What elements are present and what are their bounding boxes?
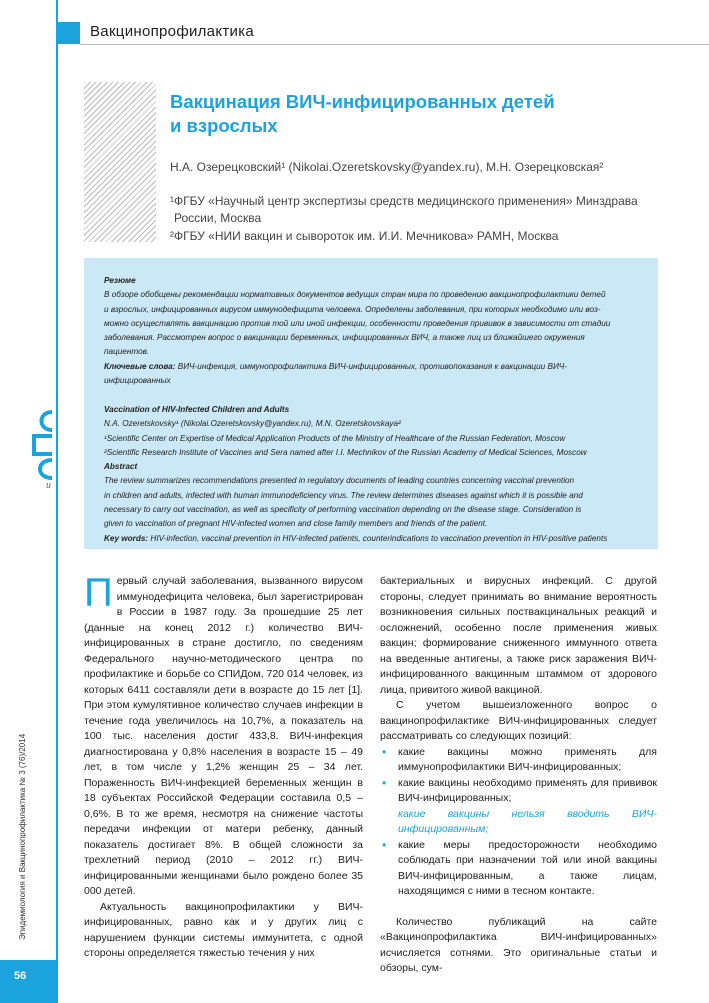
abstract-en-line: The review summarizes recommendations presented in regulatory documents of leading countries concerning vaccinal prevention [104,476,575,486]
abstract-en-title: Vaccination of HIV-Infected Children and Adults [104,405,290,414]
journal-issue: Эпидемиология и Вакцинопрофилактика № 3 (76)/2014 [18,733,27,940]
abstract-en-line: in children and adults, infected with human immunodeficiency virus. The review determines diseases against which it is possible and [104,490,583,500]
list-item-highlight: какие вакцины нельзя вводить ВИЧ-инфицированным; [398,807,657,835]
affiliation-2: ²ФГБУ «НИИ вакцин и сывороток им. И.И. Мечникова» РАМН, Москва [170,229,559,243]
body-paragraph-4: С учетом вышеизложенного вопрос о вакцинопрофилактике ВИЧ-инфицированных следует рассматривать со следующих позиций: [380,699,657,742]
body-column-right [380,574,657,977]
body-paragraph-5: Количество публикаций на сайте «Вакцинопрофилактика ВИЧ-инфицированных» исчисляется сотнями. Это оригинальные статьи и обзоры, сум- [380,915,657,974]
abstract-en-line: necessary to carry out vaccination, as well as specificity of performing vaccination depending on the disease stage. Consideration is [104,505,582,515]
abstract-ru-line: и взрослых, инфицированных вирусом иммунодефицита человека. Определены заболевания, при которых необходимо или воз- [104,304,601,314]
abstract-ru-line: можно осуществлять вакцинацию против той или иной инфекции, особенности проведения прививок в зависимости от стадии [104,318,611,328]
body-paragraph-1 [84,571,363,900]
abstract-en-heading: Abstract [104,462,138,472]
question-list-cont [380,838,657,900]
abstract-ru-heading: Резюме [104,276,136,285]
section-header: Вакцинопрофилактика [90,23,255,40]
body-column-left [84,571,363,962]
affiliation-1-cont: России, Москва [174,211,262,225]
title-line-2: и взрослых [170,115,278,136]
article-authors: Н.А. Озерецковский¹ (Nikolai.Ozeretskovsky@yandex.ru), М.Н. Озерецковская² [170,160,604,174]
header-tab-marker [56,22,80,44]
abstract-ru-line: В обзоре обобщены рекомендации нормативных документов ведущих стран мира по проведению вакцинопрофилактики детей [104,290,606,300]
abstract-en [104,403,644,546]
abstract-en-line: given to vaccination of pregnant HIV-infected women and close family members and friends of the patient. [104,519,488,529]
abstract-en-authors: N.A. Ozeretskovsky¹ (Nikolai.Ozeretskovsky@yandex.ru), M.N. Ozeretskovskaya² [104,419,401,429]
svg-text:и: и [46,480,51,490]
article-title [170,90,590,138]
left-rail [0,0,56,1003]
question-list [380,745,657,807]
body-paragraph-2: Актуальность вакцинопрофилактики у ВИЧ-инфицированных, равно как и у других лиц с нарушением функции системы иммунитета, с одной стороны определяется тяжестью течения у них [84,900,363,959]
keywords-en-label: Key words: [104,533,149,543]
list-item: • какие вакцины необходимо применять для прививок ВИЧ-инфицированных; [380,776,657,807]
rail-divider [56,0,58,1003]
page-number-box [0,960,56,1003]
abstract-ru-line: заболевания. Рассмотрен вопрос о вакцинации беременных, инфицированных ВИЧ, а также лиц из ближайшего окружения [104,333,585,343]
keywords-en: HIV-infection, vaccinal prevention in HIV-infected patients, counterindications to vaccination prevention in HIV-positive patients [148,533,608,543]
hatch-decoration [84,82,156,242]
keywords-ru: ВИЧ-инфекция, иммунопрофилактика ВИЧ-инфицированных, противопоказания к вакцинации ВИЧ- [175,361,568,371]
abstract-en-aff-2: ²Scientific Research Institute of Vaccines and Sera named after I.I. Mechnikov of the Russian Academy of Medical Sciences, Moscow [104,447,587,457]
keywords-ru-label: Ключевые слова: [104,361,176,371]
body-paragraph-3: бактериальных и вирусных инфекций. С другой стороны, следует принимать во внимание вероятность возникновения сильных поствакцинальных реакций и осложнений, особенно после применения живых вакцин; формирование сниженного иммунного ответа на введенные антигены, а также риск заражения ВИЧ-инфицированного вакцинным штаммом от здорового лица, привитого живой вакциной. [380,575,657,696]
keywords-ru-cont: инфицированных [104,376,171,386]
list-item: • какие вакцины можно применять для иммунопрофилактики ВИЧ-инфицированных; [380,745,657,776]
title-line-1: Вакцинация ВИЧ-инфицированных детей [170,91,555,112]
abstract-ru [104,274,644,388]
drop-cap: П [84,571,113,615]
abstract-ru-line: пациентов. [104,347,150,357]
list-item: • какие меры предосторожности необходимо соблюдать при назначении той или иной вакцины ВИЧ-инфицированным, а также лицам, находящимся с ними в тесном контакте. [380,838,657,900]
journal-logo-icon [30,410,56,490]
paragraph-text: ервый случай заболевания, вызванного вирусом иммунодефицита человека, был зарегистрирован в России в 1987 году. За прошедшие 25 лет (данные на конец 2012 г.) количество ВИЧ-инфицированных в стране достигло, по сведениям Федерального научно-методического центра по профилактике и борьбе со СПИДом, 720 014 человек, из которых 6411 составляли дети в возрасте до 15 лет [1]. При этом кумулятивное количество случаев инфекции в течение года увеличилось на 10,7%, а показатель на 100 тыс. населения достиг 433,8. ВИЧ-инфекция диагностирована у 0,8% населения в возрасте 15 – 49 лет, в том числе у 1,2% женщин 25 – 34 лет. Пораженность ВИЧ-инфекцией беременных женщин в 18 субъектах Российской Федерации составила 0,5 – 0,6%. В то же время, несмотря на снижение частоты передачи инфекции от матери ребенку, данный показатель достигает 8%. В общей сложности за трехлетний период (2010 – 2012 гг.) ВИЧ-инфицированными женщинами было рождено более 35 000 детей. [84,575,363,897]
page-number: 56 [14,970,27,982]
affiliation-1: ¹ФГБУ «Научный центр экспертизы средств медицинского применения» Минздрава [170,194,638,208]
abstract-en-aff-1: ¹Scientific Center on Expertise of Medical Application Products of the Ministry of Healthcare of the Russian Federation, Moscow [104,433,566,443]
